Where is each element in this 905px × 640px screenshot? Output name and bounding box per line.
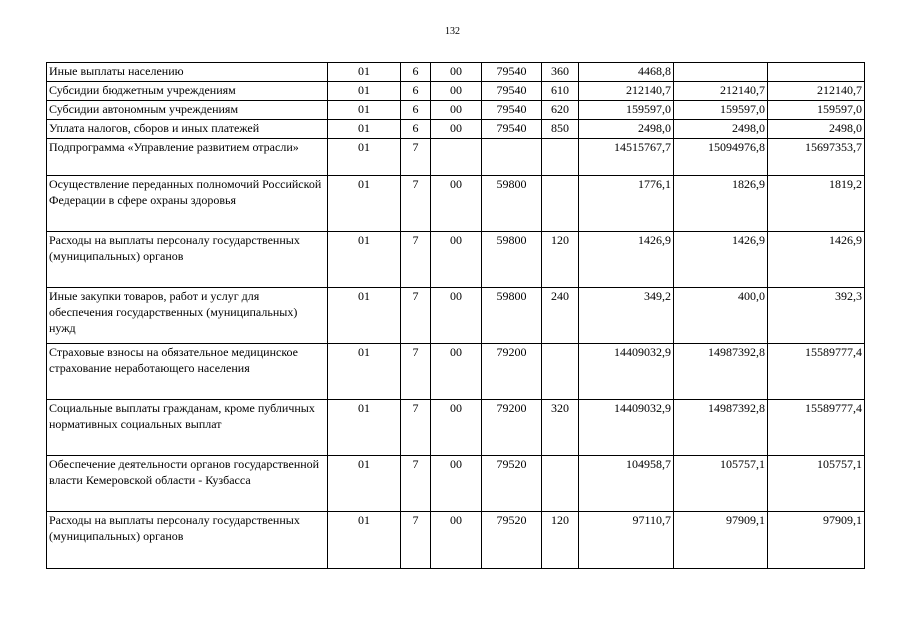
code-cell-c5: 240 xyxy=(542,288,579,344)
amount-cell-v2: 159597,0 xyxy=(674,101,768,120)
amount-cell-v1: 14409032,9 xyxy=(579,344,674,400)
code-cell-c3: 00 xyxy=(431,232,482,288)
row-name-cell: Субсидии автономным учреждениям xyxy=(47,101,328,120)
amount-cell-v1: 1426,9 xyxy=(579,232,674,288)
code-cell-c3: 00 xyxy=(431,400,482,456)
amount-cell-v2: 97909,1 xyxy=(674,512,768,569)
amount-cell-v3: 15697353,7 xyxy=(768,139,865,176)
table-row xyxy=(47,176,865,232)
amount-cell-v3: 159597,0 xyxy=(768,101,865,120)
code-cell-c2: 7 xyxy=(401,288,431,344)
code-cell-c2: 6 xyxy=(401,120,431,139)
code-cell-c1: 01 xyxy=(328,512,401,569)
code-cell-c3: 00 xyxy=(431,120,482,139)
code-cell-c4: 59800 xyxy=(482,232,542,288)
row-name-cell: Страховые взносы на обязательное медицинское страхование неработающего населения xyxy=(47,344,328,400)
code-cell-c3: 00 xyxy=(431,82,482,101)
amount-cell-v3: 2498,0 xyxy=(768,120,865,139)
code-cell-c2: 6 xyxy=(401,63,431,82)
code-cell-c4: 79200 xyxy=(482,344,542,400)
code-cell-c2: 7 xyxy=(401,176,431,232)
amount-cell-v1: 159597,0 xyxy=(579,101,674,120)
code-cell-c2: 7 xyxy=(401,232,431,288)
amount-cell-v2: 105757,1 xyxy=(674,456,768,512)
table-row xyxy=(47,139,865,176)
code-cell-c5: 610 xyxy=(542,82,579,101)
code-cell-c5 xyxy=(542,139,579,176)
amount-cell-v2: 14987392,8 xyxy=(674,344,768,400)
table-row xyxy=(47,232,865,288)
code-cell-c2: 7 xyxy=(401,400,431,456)
code-cell-c3 xyxy=(431,139,482,176)
amount-cell-v2: 15094976,8 xyxy=(674,139,768,176)
code-cell-c2: 7 xyxy=(401,512,431,569)
code-cell-c1: 01 xyxy=(328,82,401,101)
code-cell-c4: 79520 xyxy=(482,456,542,512)
table-row xyxy=(47,512,865,569)
budget-table xyxy=(46,62,865,569)
code-cell-c2: 7 xyxy=(401,456,431,512)
code-cell-c3: 00 xyxy=(431,456,482,512)
amount-cell-v3 xyxy=(768,63,865,82)
amount-cell-v1: 14515767,7 xyxy=(579,139,674,176)
code-cell-c4: 79540 xyxy=(482,63,542,82)
code-cell-c4: 59800 xyxy=(482,288,542,344)
page-number: 132 xyxy=(445,26,460,37)
row-name-cell: Подпрограмма «Управление развитием отрасли» xyxy=(47,139,328,176)
amount-cell-v3: 212140,7 xyxy=(768,82,865,101)
code-cell-c4: 79200 xyxy=(482,400,542,456)
row-name-cell: Расходы на выплаты персоналу государственных (муниципальных) органов xyxy=(47,512,328,569)
row-name-cell: Социальные выплаты гражданам, кроме публичных нормативных социальных выплат xyxy=(47,400,328,456)
code-cell-c4: 79540 xyxy=(482,120,542,139)
code-cell-c3: 00 xyxy=(431,344,482,400)
row-name-cell: Уплата налогов, сборов и иных платежей xyxy=(47,120,328,139)
code-cell-c5 xyxy=(542,176,579,232)
code-cell-c4: 59800 xyxy=(482,176,542,232)
amount-cell-v1: 104958,7 xyxy=(579,456,674,512)
amount-cell-v2: 2498,0 xyxy=(674,120,768,139)
code-cell-c1: 01 xyxy=(328,176,401,232)
code-cell-c5: 120 xyxy=(542,512,579,569)
table-row xyxy=(47,120,865,139)
code-cell-c1: 01 xyxy=(328,456,401,512)
code-cell-c1: 01 xyxy=(328,288,401,344)
code-cell-c2: 6 xyxy=(401,82,431,101)
row-name-cell: Осуществление переданных полномочий Российской Федерации в сфере охраны здоровья xyxy=(47,176,328,232)
code-cell-c2: 7 xyxy=(401,139,431,176)
code-cell-c1: 01 xyxy=(328,344,401,400)
row-name-cell: Обеспечение деятельности органов государственной власти Кемеровской области - Кузбасса xyxy=(47,456,328,512)
row-name-cell: Иные выплаты населению xyxy=(47,63,328,82)
amount-cell-v1: 97110,7 xyxy=(579,512,674,569)
amount-cell-v1: 1776,1 xyxy=(579,176,674,232)
code-cell-c3: 00 xyxy=(431,63,482,82)
amount-cell-v2: 212140,7 xyxy=(674,82,768,101)
amount-cell-v2: 14987392,8 xyxy=(674,400,768,456)
table-row xyxy=(47,288,865,344)
code-cell-c1: 01 xyxy=(328,139,401,176)
row-name-cell: Иные закупки товаров, работ и услуг для обеспечения государственных (муниципальных) нужд xyxy=(47,288,328,344)
table-row xyxy=(47,82,865,101)
amount-cell-v2 xyxy=(674,63,768,82)
code-cell-c5: 620 xyxy=(542,101,579,120)
amount-cell-v1: 212140,7 xyxy=(579,82,674,101)
code-cell-c4 xyxy=(482,139,542,176)
code-cell-c4: 79540 xyxy=(482,101,542,120)
row-name-cell: Расходы на выплаты персоналу государственных (муниципальных) органов xyxy=(47,232,328,288)
code-cell-c5: 120 xyxy=(542,232,579,288)
code-cell-c1: 01 xyxy=(328,63,401,82)
code-cell-c1: 01 xyxy=(328,232,401,288)
amount-cell-v1: 14409032,9 xyxy=(579,400,674,456)
table-row xyxy=(47,63,865,82)
amount-cell-v2: 1826,9 xyxy=(674,176,768,232)
code-cell-c5 xyxy=(542,456,579,512)
amount-cell-v2: 1426,9 xyxy=(674,232,768,288)
code-cell-c2: 7 xyxy=(401,344,431,400)
code-cell-c2: 6 xyxy=(401,101,431,120)
code-cell-c5: 320 xyxy=(542,400,579,456)
code-cell-c1: 01 xyxy=(328,101,401,120)
table-row xyxy=(47,456,865,512)
amount-cell-v2: 400,0 xyxy=(674,288,768,344)
code-cell-c4: 79520 xyxy=(482,512,542,569)
table-row xyxy=(47,400,865,456)
code-cell-c4: 79540 xyxy=(482,82,542,101)
code-cell-c3: 00 xyxy=(431,288,482,344)
code-cell-c3: 00 xyxy=(431,101,482,120)
row-name-cell: Субсидии бюджетным учреждениям xyxy=(47,82,328,101)
code-cell-c5: 850 xyxy=(542,120,579,139)
amount-cell-v1: 349,2 xyxy=(579,288,674,344)
code-cell-c3: 00 xyxy=(431,512,482,569)
amount-cell-v3: 105757,1 xyxy=(768,456,865,512)
amount-cell-v3: 15589777,4 xyxy=(768,400,865,456)
code-cell-c5: 360 xyxy=(542,63,579,82)
amount-cell-v3: 1819,2 xyxy=(768,176,865,232)
amount-cell-v3: 15589777,4 xyxy=(768,344,865,400)
table-row xyxy=(47,101,865,120)
code-cell-c5 xyxy=(542,344,579,400)
code-cell-c3: 00 xyxy=(431,176,482,232)
amount-cell-v1: 2498,0 xyxy=(579,120,674,139)
table-row xyxy=(47,344,865,400)
amount-cell-v3: 97909,1 xyxy=(768,512,865,569)
code-cell-c1: 01 xyxy=(328,120,401,139)
code-cell-c1: 01 xyxy=(328,400,401,456)
amount-cell-v3: 1426,9 xyxy=(768,232,865,288)
amount-cell-v1: 4468,8 xyxy=(579,63,674,82)
amount-cell-v3: 392,3 xyxy=(768,288,865,344)
